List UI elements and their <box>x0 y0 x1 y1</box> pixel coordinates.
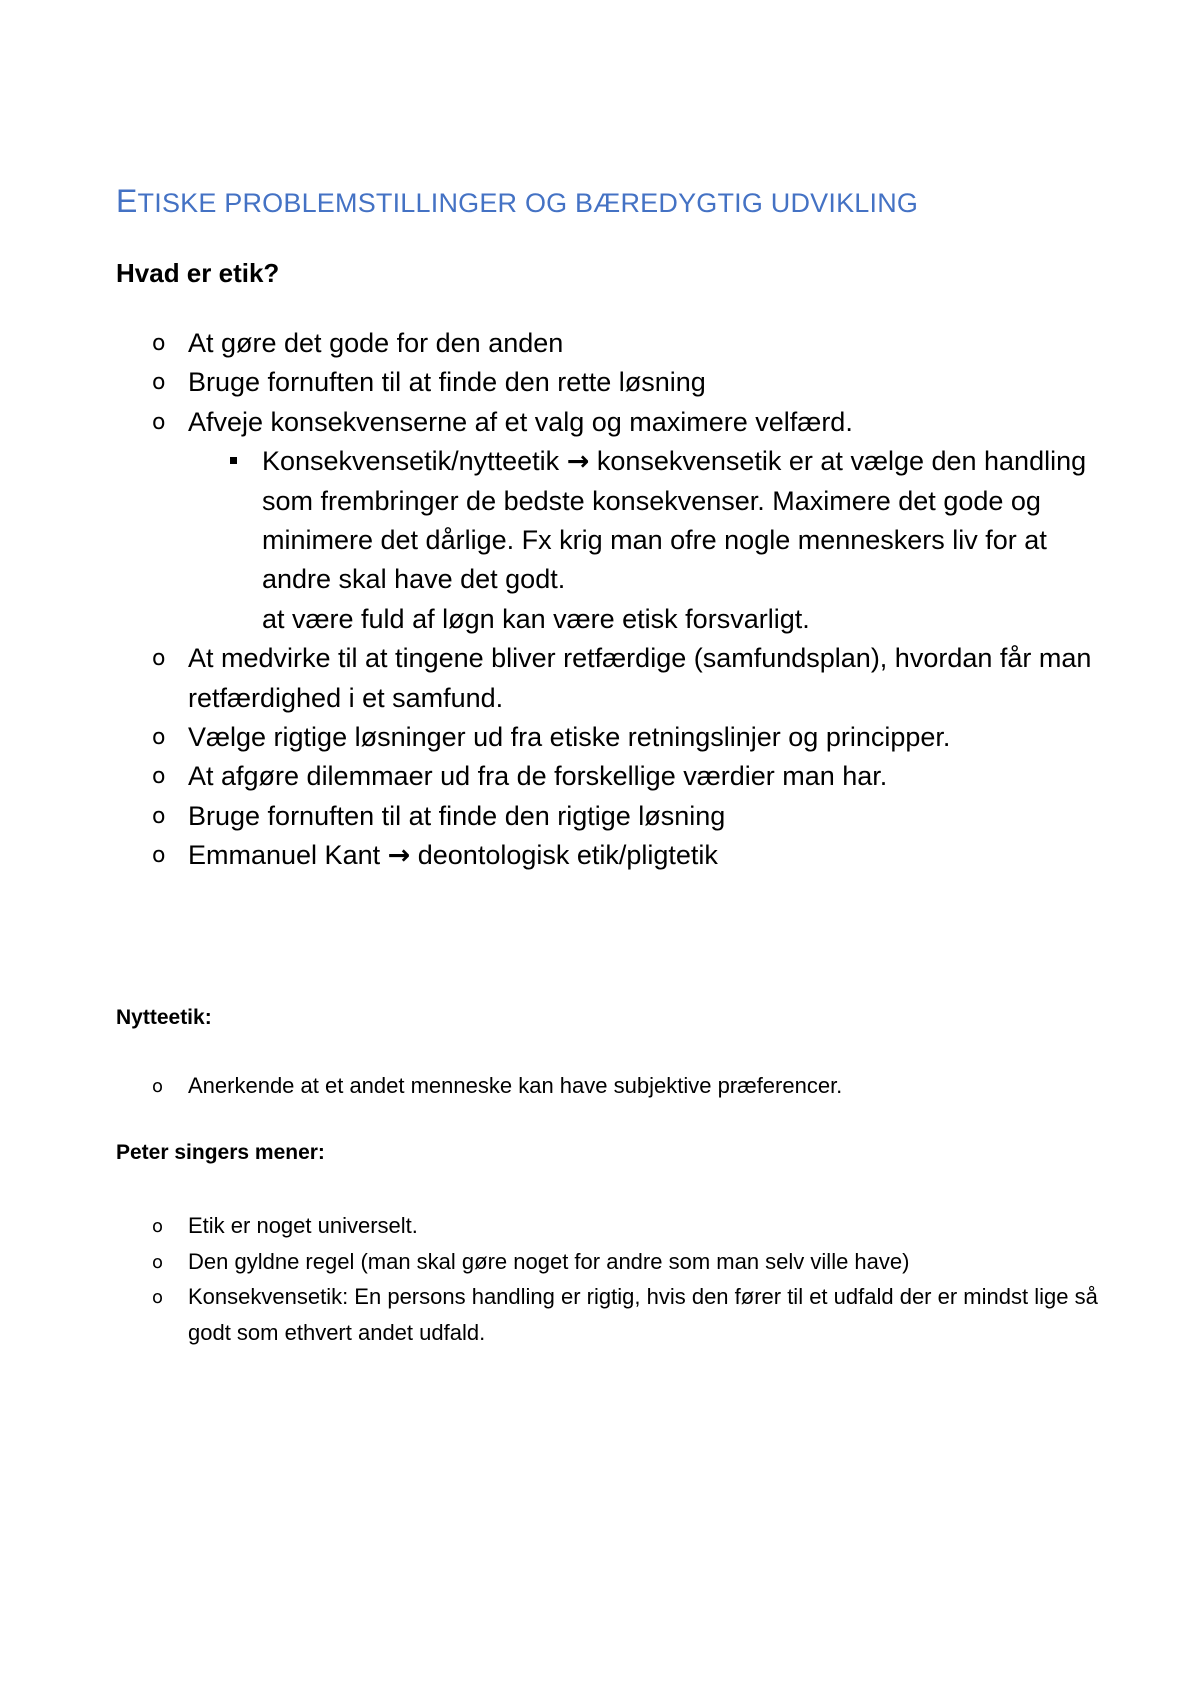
list-item-text: Anerkende at et andet menneske kan have subjektive præferencer. <box>188 1073 843 1098</box>
circle-bullet-icon: o <box>152 1216 164 1237</box>
list-item-text: Vælge rigtige løsninger ud fra etiske retningslinjer og principper. <box>188 722 951 753</box>
circle-bullet-icon: o <box>152 803 166 829</box>
square-bullet-icon <box>230 457 237 464</box>
sub-item-lead: Konsekvensetik/nytteetik <box>262 446 560 477</box>
circle-bullet-icon: o <box>152 409 166 435</box>
section-heading-peter-singer: Peter singers mener: <box>116 1141 325 1164</box>
peter-singer-list <box>140 1208 1100 1350</box>
title-rest: TISKE PROBLEMSTILLINGER OG BÆREDYGTIG UDVIKLING <box>137 188 919 218</box>
kant-lead: Emmanuel Kant <box>188 840 381 871</box>
list-item <box>140 757 1100 796</box>
list-item-text: At medvirke til at tingene bliver retfærdige (samfundsplan), hvordan får man retfærdighed i et samfund. <box>188 643 1092 713</box>
circle-bullet-icon: o <box>152 1251 164 1273</box>
nytteetik-list <box>140 1068 1100 1104</box>
arrow-right-icon: → <box>387 840 411 872</box>
list-item <box>140 1208 1100 1244</box>
list-item-text: Etik er noget universelt. <box>188 1213 418 1238</box>
list-item <box>140 403 1100 442</box>
circle-bullet-icon: o <box>152 370 166 396</box>
arrow-right-icon: → <box>566 446 590 478</box>
circle-bullet-icon: o <box>152 843 166 869</box>
list-item-text: At gøre det gode for den anden <box>188 328 564 358</box>
list-item <box>140 836 1100 875</box>
circle-bullet-icon: o <box>152 331 166 356</box>
etik-definition-list <box>140 324 1100 876</box>
list-item <box>140 1279 1100 1350</box>
list-item-text: Afveje konsekvenserne af et valg og maximere velfærd. <box>188 406 853 437</box>
list-item <box>140 1244 1100 1280</box>
list-item-text: Bruge fornuften til at finde den rigtige løsning <box>188 800 726 831</box>
sub-item-extra-line: at være fuld af løgn kan være etisk forsvarligt. <box>262 603 810 634</box>
list-item-text: Den gyldne regel (man skal gøre noget for andre som man selv ville have) <box>188 1248 910 1274</box>
list-item <box>140 1068 1100 1104</box>
sub-list-item <box>140 442 1100 639</box>
list-item-text: Konsekvensetik: En persons handling er rigtig, hvis den fører til et udfald der er mindst lige så godt som ethvert andet udfald. <box>188 1284 1098 1345</box>
section-heading-hvad-er-etik: Hvad er etik? <box>116 258 280 288</box>
list-item-text: At afgøre dilemmaer ud fra de forskellige værdier man har. <box>188 761 888 792</box>
circle-bullet-icon: o <box>152 646 166 672</box>
section-heading-nytteetik: Nytteetik: <box>116 1006 212 1029</box>
list-item <box>140 639 1100 718</box>
document-title <box>116 183 918 220</box>
list-item <box>140 324 1100 363</box>
list-item-text: Bruge fornuften til at finde den rette løsning <box>188 367 706 398</box>
circle-bullet-icon: o <box>152 764 166 790</box>
list-item <box>140 718 1100 757</box>
list-item <box>140 363 1100 402</box>
sub-item-text: konsekvensetik er at vælge den handling som frembringer de bedste konsekvenser. Maximere det gode og minimere det dårlige. Fx krig man ofre nogle menneskers liv for at andre skal have det godt. <box>262 446 1087 595</box>
circle-bullet-icon: o <box>152 1287 164 1308</box>
circle-bullet-icon: o <box>152 1076 164 1097</box>
list-item <box>140 797 1100 836</box>
circle-bullet-icon: o <box>152 725 166 751</box>
title-initial: E <box>116 183 138 219</box>
kant-text: deontologisk etik/pligtetik <box>410 840 718 871</box>
